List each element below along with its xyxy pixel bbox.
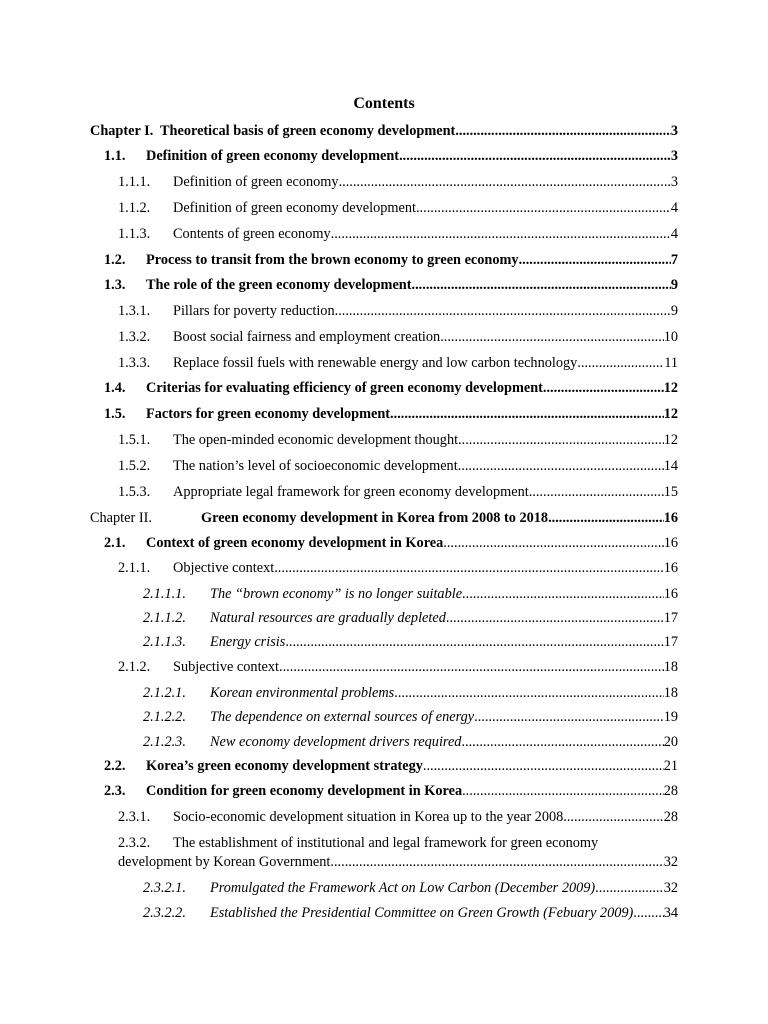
toc-leader xyxy=(335,301,671,321)
toc-page: 4 xyxy=(670,226,678,242)
toc-number: 2.3.2. xyxy=(118,835,151,851)
toc-entry-2-1-1-1[interactable] xyxy=(143,584,678,604)
toc-page: 34 xyxy=(663,905,678,921)
toc-text: Korea’s green economy development strategy xyxy=(146,758,423,774)
toc-number: 1.5.2. xyxy=(118,458,151,474)
toc-leader xyxy=(285,632,663,652)
toc-leader xyxy=(412,275,671,295)
toc-number: 1.3.1. xyxy=(118,303,151,319)
toc-text: Objective context xyxy=(173,560,275,576)
toc-entry-1-2[interactable] xyxy=(104,250,678,270)
toc-number: 1.3.3. xyxy=(118,355,151,371)
toc-text: Definition of green economy development xyxy=(146,148,400,164)
toc-text: Energy crisis xyxy=(210,634,286,650)
toc-leader xyxy=(461,732,663,752)
toc-number: 2.1.2.3. xyxy=(143,734,186,750)
toc-page: 4 xyxy=(670,200,678,216)
toc-page: 12 xyxy=(663,380,678,396)
toc-page: 7 xyxy=(670,252,678,268)
toc-text: New economy development drivers required xyxy=(210,734,462,750)
toc-text: Socio-economic development situation in Korea up to the year 2008 xyxy=(173,809,564,825)
toc-text: Contents of green economy xyxy=(173,226,331,242)
toc-text: Context of green economy development in Korea xyxy=(146,535,444,551)
toc-number: 2.2. xyxy=(104,758,126,774)
toc-entry-1-5[interactable] xyxy=(104,404,678,424)
toc-text: Green economy development in Korea from 2008 to 2018 xyxy=(201,510,549,526)
toc-number: 2.1.1.1. xyxy=(143,586,186,602)
toc-leader xyxy=(474,707,664,727)
toc-leader xyxy=(440,327,664,347)
toc-number: Chapter I. xyxy=(90,123,154,139)
toc-page: 28 xyxy=(663,783,678,799)
toc-text: Appropriate legal framework for green economy development xyxy=(173,484,529,500)
toc-number: 1.1. xyxy=(104,148,126,164)
toc-leader xyxy=(416,198,671,218)
toc-page: 3 xyxy=(670,148,678,164)
toc-leader xyxy=(279,657,664,677)
toc-number: 1.5. xyxy=(104,406,126,422)
toc-page: 28 xyxy=(663,809,678,825)
toc-page: 21 xyxy=(663,758,678,774)
toc-leader xyxy=(543,378,664,398)
toc-leader xyxy=(330,852,663,872)
toc-page: 19 xyxy=(663,709,678,725)
toc-leader xyxy=(458,456,664,476)
toc-entry-1-1-1[interactable] xyxy=(118,172,678,192)
toc-leader xyxy=(274,558,663,578)
toc-leader xyxy=(577,353,664,373)
toc-text: Replace fossil fuels with renewable energy and low carbon technology xyxy=(173,355,578,371)
toc-text: The dependence on external sources of energy xyxy=(210,709,475,725)
toc-entry-chapter-1[interactable] xyxy=(90,121,678,141)
toc-entry-2-1-1-3[interactable] xyxy=(143,632,678,652)
toc-entry-2-1-2-1[interactable] xyxy=(143,683,678,703)
toc-text: The role of the green economy development xyxy=(146,277,412,293)
toc-text: Established the Presidential Committee on Green Growth (Febuary 2009) xyxy=(210,905,634,921)
toc-text-continued: development by Korean Government xyxy=(118,854,331,870)
toc-leader xyxy=(529,482,664,502)
toc-entry-2-1-1[interactable] xyxy=(118,558,678,578)
toc-number: 1.1.3. xyxy=(118,226,151,242)
toc-page: 12 xyxy=(663,406,678,422)
toc-entry-1-3-2[interactable] xyxy=(118,327,678,347)
toc-page: 3 xyxy=(670,123,678,139)
toc-entry-1-3[interactable] xyxy=(104,275,678,295)
toc-page: 9 xyxy=(670,277,678,293)
toc-text: Natural resources are gradually depleted xyxy=(210,610,446,626)
toc-page: 3 xyxy=(670,174,678,190)
toc-number: 1.4. xyxy=(104,380,126,396)
toc-number: 1.5.3. xyxy=(118,484,151,500)
toc-entry-chapter-2[interactable] xyxy=(90,508,678,528)
toc-page: 17 xyxy=(663,634,678,650)
toc-entry-2-1-2-3[interactable] xyxy=(143,732,678,752)
toc-leader xyxy=(394,683,663,703)
toc-leader xyxy=(399,146,671,166)
toc-number: 2.1.2.1. xyxy=(143,685,186,701)
toc-entry-2-1-2-2[interactable] xyxy=(143,707,678,727)
toc-leader xyxy=(633,903,663,923)
toc-page: 15 xyxy=(663,484,678,500)
toc-entry-1-1-3[interactable] xyxy=(118,224,678,244)
contents-title: Contents xyxy=(353,95,415,112)
toc-leader xyxy=(548,508,664,528)
toc-number: 2.3. xyxy=(104,783,126,799)
toc-text: Criterias for evaluating efficiency of green economy development xyxy=(146,380,543,396)
toc-entry-1-3-1[interactable] xyxy=(118,301,678,321)
toc-page: 14 xyxy=(663,458,678,474)
toc-text: Subjective context xyxy=(173,659,280,675)
toc-page: 16 xyxy=(663,535,678,551)
toc-leader xyxy=(458,430,664,450)
toc-leader xyxy=(595,878,664,898)
toc-number: 2.1.2.2. xyxy=(143,709,186,725)
toc-text: Factors for green economy development xyxy=(146,406,391,422)
toc-page: 11 xyxy=(664,355,678,371)
toc-text: Definition of green economy development xyxy=(173,200,416,216)
toc-number: 2.3.2.2. xyxy=(143,905,186,921)
toc-entry-1-5-2[interactable] xyxy=(118,456,678,476)
toc-text: Definition of green economy xyxy=(173,174,339,190)
toc-number: 2.1.2. xyxy=(118,659,151,675)
toc-text: Korean environmental problems xyxy=(210,685,395,701)
toc-entry-1-4[interactable] xyxy=(104,378,678,398)
toc-entry-1-5-1[interactable] xyxy=(118,430,678,450)
toc-number: Chapter II. xyxy=(90,510,152,526)
toc-number: 2.1.1.2. xyxy=(143,610,186,626)
toc-leader xyxy=(390,404,664,424)
toc-entry-1-3-3[interactable] xyxy=(118,353,678,373)
toc-number: 1.3. xyxy=(104,277,126,293)
toc-number: 1.5.1. xyxy=(118,432,151,448)
toc-entry-2-1-2[interactable] xyxy=(118,657,678,677)
toc-leader xyxy=(423,756,664,776)
toc-text: The open-minded economic development thought xyxy=(173,432,459,448)
toc-number: 1.1.1. xyxy=(118,174,151,190)
toc-text: Promulgated the Framework Act on Low Carbon (December 2009) xyxy=(210,880,596,896)
toc-number: 2.1.1.3. xyxy=(143,634,186,650)
toc-page: 16 xyxy=(663,510,678,526)
toc-text: Theoretical basis of green economy development xyxy=(160,123,456,139)
toc-text: The “brown economy” is no longer suitable xyxy=(210,586,463,602)
toc-entry-1-1-2[interactable] xyxy=(118,198,678,218)
toc-page: 16 xyxy=(663,560,678,576)
toc-entry-2-3-2-2[interactable] xyxy=(143,903,678,923)
toc-leader xyxy=(563,807,663,827)
toc-text: Boost social fairness and employment creation xyxy=(173,329,441,345)
toc-number: 2.1. xyxy=(104,535,126,551)
toc-leader xyxy=(455,121,671,141)
toc-number: 2.3.1. xyxy=(118,809,151,825)
toc-text: The establishment of institutional and legal framework for green economy xyxy=(173,835,599,851)
toc-text: Pillars for poverty reduction xyxy=(173,303,335,319)
toc-page: 32 xyxy=(663,880,678,896)
toc-text: Process to transit from the brown economy to green economy xyxy=(146,252,519,268)
toc-number: 2.3.2.1. xyxy=(143,880,186,896)
toc-number: 2.1.1. xyxy=(118,560,151,576)
toc-page: 16 xyxy=(663,586,678,602)
toc-leader xyxy=(443,533,663,553)
toc-entry-2-3[interactable] xyxy=(104,781,678,801)
toc-leader xyxy=(331,224,671,244)
toc-text: The nation’s level of socioeconomic development xyxy=(173,458,458,474)
toc-entry-2-3-2-1[interactable] xyxy=(143,878,678,898)
toc-number: 1.2. xyxy=(104,252,126,268)
toc-page: 17 xyxy=(663,610,678,626)
toc-leader xyxy=(519,250,671,270)
toc-page: 10 xyxy=(663,329,678,345)
toc-page: 20 xyxy=(663,734,678,750)
toc-page: 18 xyxy=(663,659,678,675)
toc-page: 9 xyxy=(670,303,678,319)
toc-entry-1-5-3[interactable] xyxy=(118,482,678,502)
toc-page: 18 xyxy=(663,685,678,701)
toc-number: 1.3.2. xyxy=(118,329,151,345)
toc-entry-2-3-1[interactable] xyxy=(118,807,678,827)
toc-text: Condition for green economy development in Korea xyxy=(146,783,463,799)
toc-leader xyxy=(462,781,664,801)
toc-entry-2-1[interactable] xyxy=(104,533,678,553)
toc-entry-2-3-2-continuation[interactable] xyxy=(118,852,678,872)
toc-entry-2-2[interactable] xyxy=(104,756,678,776)
toc-leader xyxy=(446,608,664,628)
toc-page: 12 xyxy=(663,432,678,448)
toc-page: 32 xyxy=(663,854,678,870)
toc-entry-2-1-1-2[interactable] xyxy=(143,608,678,628)
toc-leader xyxy=(339,172,671,192)
toc-leader xyxy=(462,584,664,604)
toc-number: 1.1.2. xyxy=(118,200,151,216)
toc-entry-1-1[interactable] xyxy=(104,146,678,166)
